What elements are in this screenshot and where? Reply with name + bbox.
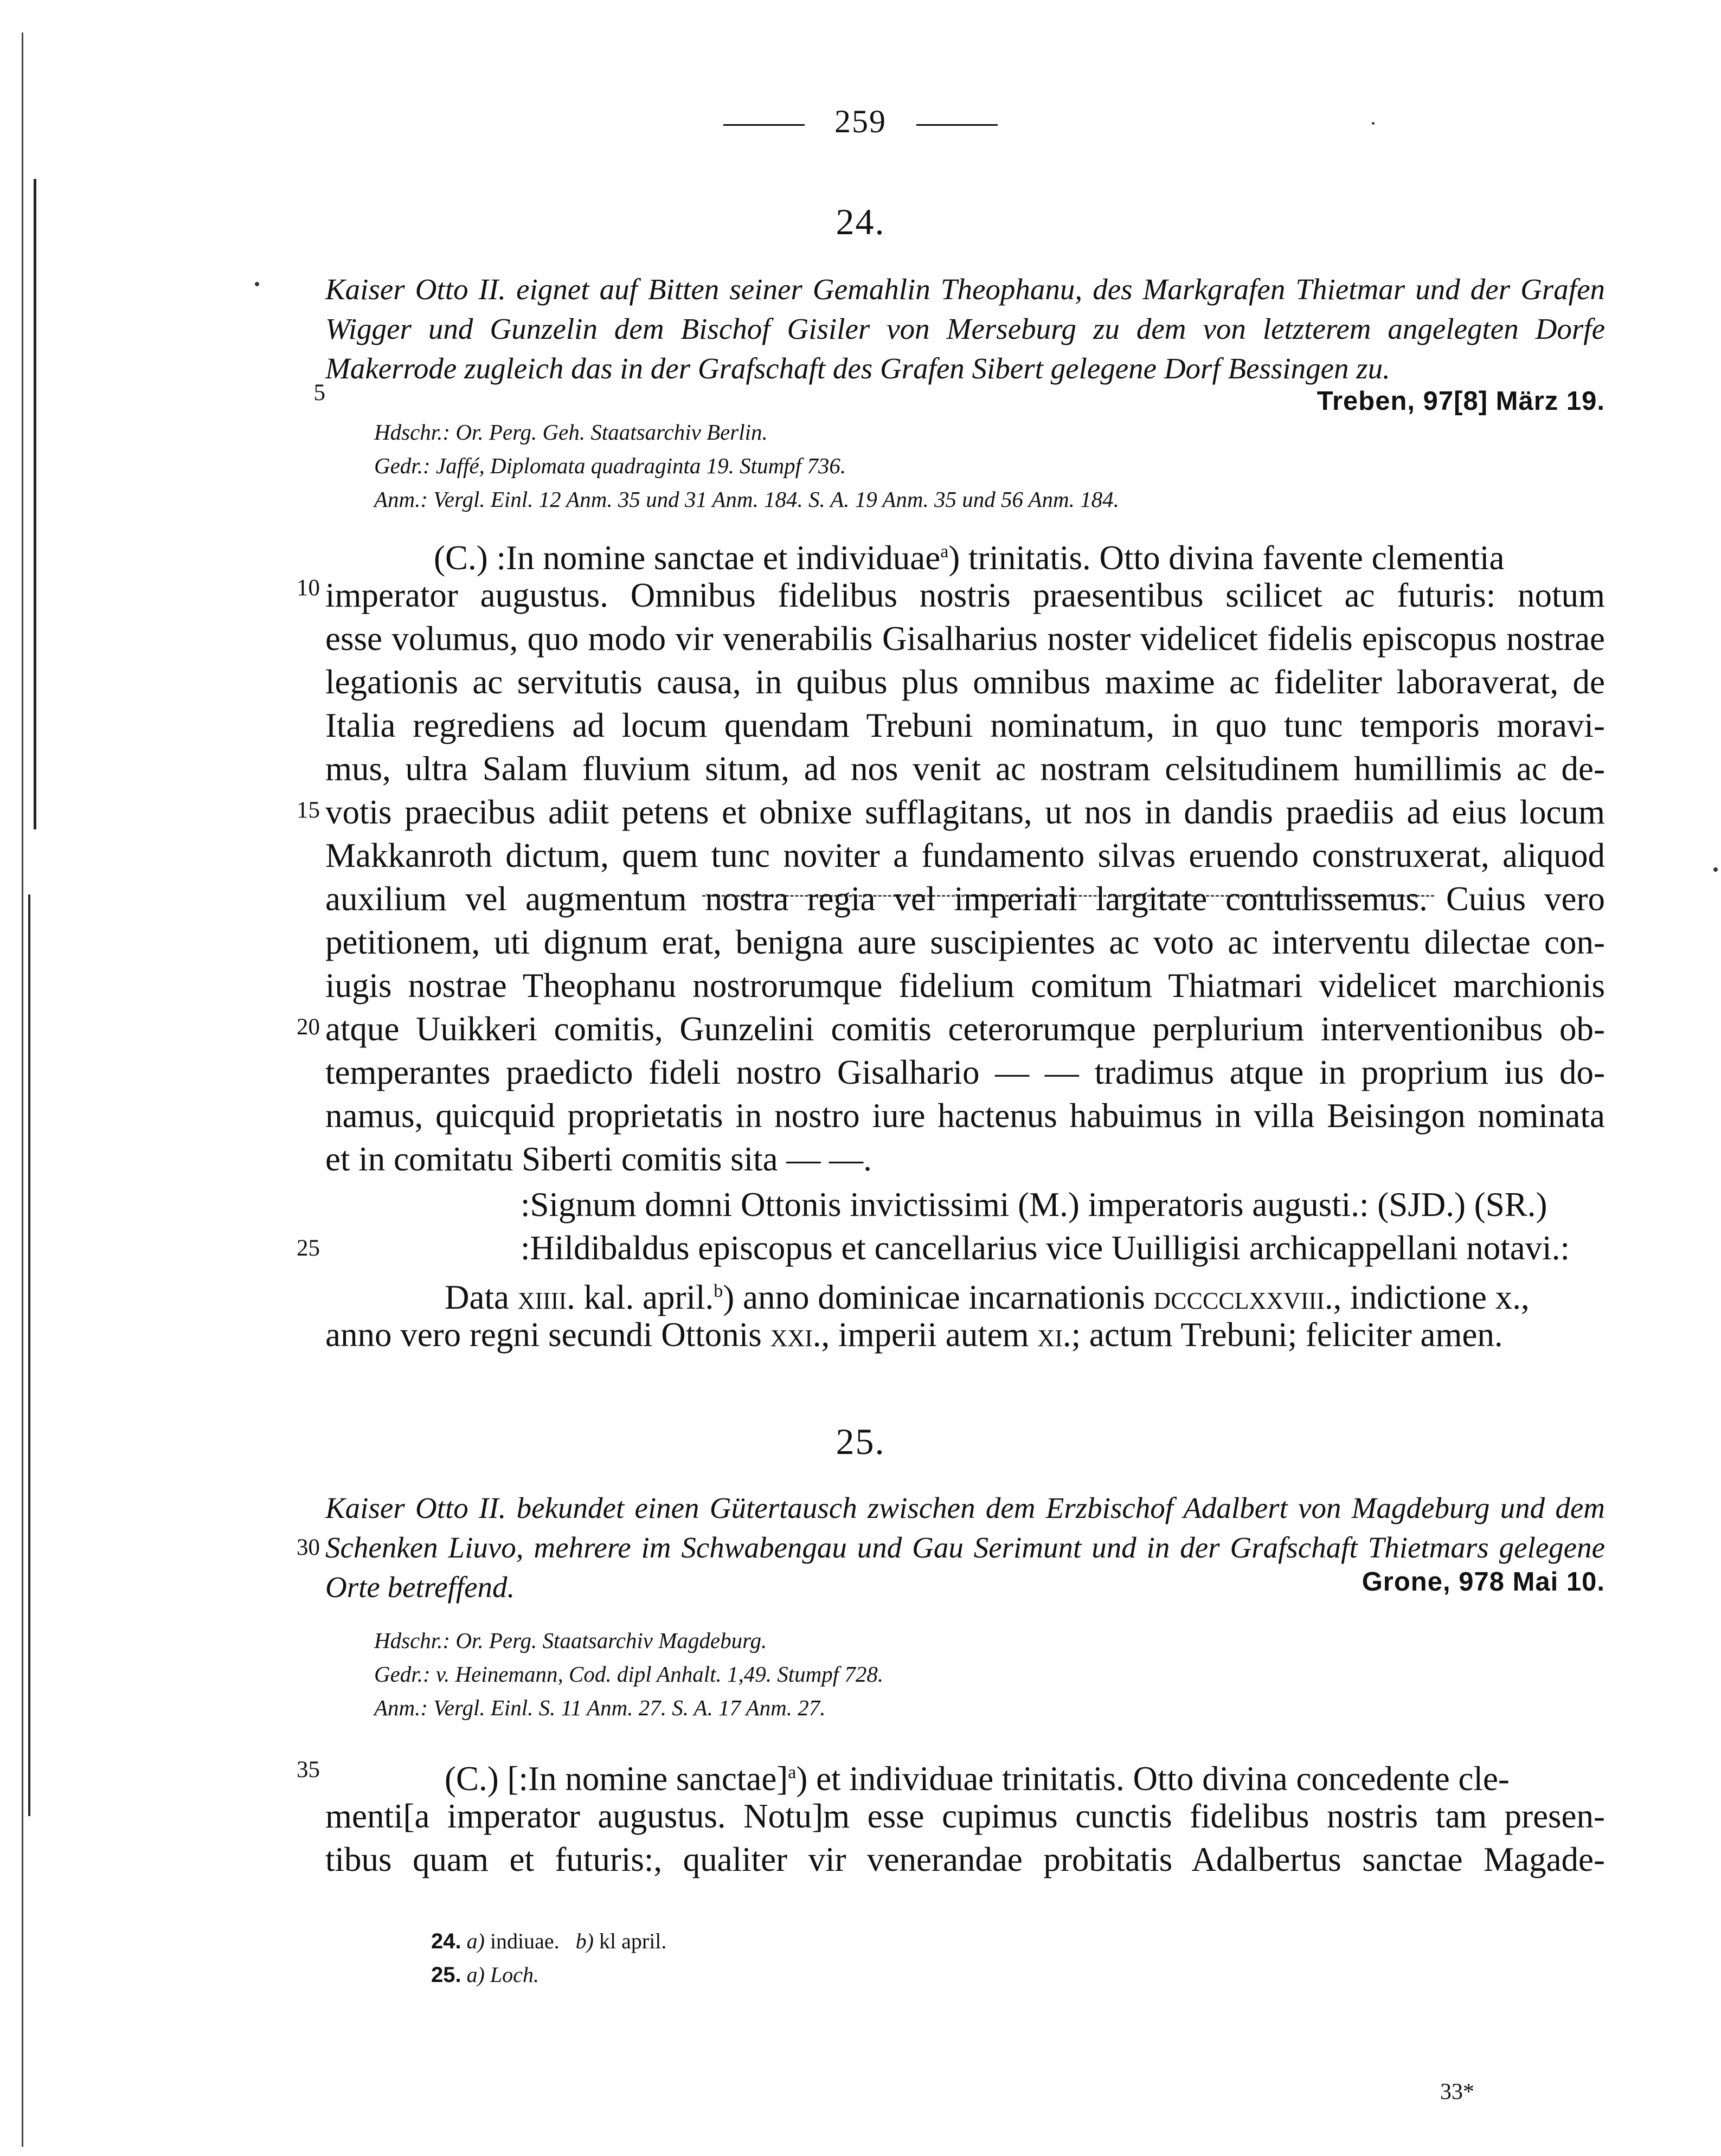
line-number-30: 30 xyxy=(297,1535,320,1560)
text-line: et in comitatu Siberti comitis sita — —. xyxy=(325,1140,872,1178)
text-line: menti[a imperator augustus. Notu]m esse cupimus cunctis fidelibus nostris tam presen- xyxy=(325,1797,1605,1835)
recognitio-line: :Hildibaldus episcopus et cancellarius vice Uuilligisi archicappellani notavi.: xyxy=(521,1229,1570,1267)
doc-24-number: 24. xyxy=(836,201,885,242)
text-line: petitionem, uti dignum erat, benigna aure suscipientes ac voto ac interventu dilectae con- xyxy=(325,923,1605,961)
text-line: namus, quicquid proprietatis in nostro iure hactenus habuimus in villa Beisingon nominata xyxy=(325,1097,1605,1135)
text-line: esse volumus, quo modo vir venerabilis Gisalharius noster videlicet fidelis episcopus nostrae xyxy=(325,620,1605,658)
footnote-25: 25. a) Loch. xyxy=(431,1962,539,1987)
doc-25-regest: Kaiser Otto II. bekundet einen Gütertausch zwischen dem Erzbischof Adalbert von Magdeburg und dem Schenken Liuvo, mehrere im Schwabengau und Gau Serimunt und in der Grafschaft Thietmars gelegene Orte betreffend. xyxy=(325,1491,1605,1604)
doc-24-place-date: Treben, 97[8] März 19. xyxy=(1317,387,1605,416)
text-line: (C.) [:In nomine sanctae]$^a$) et individuae trinitatis. Otto divina concedente cle- xyxy=(445,1760,1510,1798)
signum-line: :Signum domni Ottonis invictissimi (M.) imperatoris augusti.: (SJD.) (SR.) xyxy=(521,1186,1547,1224)
scan-edge-line xyxy=(34,179,36,829)
text-line: atque Uuikkeri comitis, Gunzelini comitis ceterorumque perplurium interventionibus ob- xyxy=(325,1010,1605,1048)
text-line: (C.) :In nomine sanctae et individuae$^a$) trinitatis. Otto divina favente clementia xyxy=(434,539,1505,577)
line-number-15: 15 xyxy=(297,797,320,823)
line-number-35: 35 xyxy=(297,1757,320,1782)
line-number-5: 5 xyxy=(313,380,325,406)
datum-line: Data xiiii. kal. april.$^b$) anno dominicae incarnationis dcccclxxviii., indictione x., xyxy=(445,1278,1530,1316)
header-rule-left xyxy=(723,124,805,126)
doc-24-apparatus xyxy=(374,415,1119,516)
scan-edge-line xyxy=(22,33,23,2147)
page-number: 259 xyxy=(834,104,887,139)
line-number-10: 10 xyxy=(297,575,320,601)
apparatus-printed: Gedr.: v. Heinemann, Cod. dipl Anhalt. 1,49. Stumpf 728. xyxy=(374,1662,884,1687)
footnotes xyxy=(431,1925,666,1992)
line-number-20: 20 xyxy=(297,1014,320,1040)
text-line: imperator augustus. Omnibus fidelibus nostris praesentibus scilicet ac futuris: notum xyxy=(325,576,1605,614)
text-line: iugis nostrae Theophanu nostrorumque fidelium comitum Thiatmari videlicet marchionis xyxy=(325,967,1605,1005)
scan-speck xyxy=(1713,867,1718,872)
text-line: legationis ac servitutis causa, in quibus plus omnibus maxime ac fideliter laboraverat, de xyxy=(325,663,1605,701)
footnote-24: 24. a) indiuae. b) kl april. xyxy=(431,1929,667,1953)
scan-edge-line xyxy=(28,894,30,1816)
text-line: auxilium vel augmentum nostra regia vel imperiali largitate contulissemus. Cuius vero xyxy=(325,880,1605,918)
scan-speck xyxy=(255,282,259,286)
apparatus-printed: Gedr.: Jaffé, Diplomata quadraginta 19. Stumpf 736. xyxy=(374,453,846,478)
text-line: Makkanroth dictum, quem tunc noviter a fundamento silvas eruendo construxerat, aliquod xyxy=(325,836,1605,874)
text-line: temperantes praedicto fideli nostro Gisalhario — — tradimus atque in proprium ius do- xyxy=(325,1053,1605,1091)
page-header xyxy=(0,103,1721,140)
doc-25-number: 25. xyxy=(836,1421,885,1462)
line-number-25: 25 xyxy=(297,1235,320,1261)
sheet-signature: 33* xyxy=(1440,2080,1474,2104)
apparatus-manuscript: Hdschr.: Or. Perg. Geh. Staatsarchiv Berlin. xyxy=(374,420,768,445)
doc-25-place-date: Grone, 978 Mai 10. xyxy=(1362,1567,1605,1597)
apparatus-notes: Anm.: Vergl. Einl. 12 Anm. 35 und 31 Anm. 184. S. A. 19 Anm. 35 und 56 Anm. 184. xyxy=(374,487,1119,512)
doc-25-apparatus xyxy=(374,1624,883,1724)
text-line: Italia regrediens ad locum quendam Trebuni nominatum, in quo tunc temporis moravi- xyxy=(325,706,1605,744)
text-line: mus, ultra Salam fluvium situm, ad nos venit ac nostram celsitudinem humillimis ac de- xyxy=(325,750,1605,788)
text-line: tibus quam et futuris:, qualiter vir venerandae probitatis Adalbertus sanctae Magade- xyxy=(325,1840,1605,1878)
datum-line: anno vero regni secundi Ottonis xxi., imperii autem xi.; actum Trebuni; feliciter amen. xyxy=(325,1316,1503,1354)
header-rule-right xyxy=(916,124,998,126)
apparatus-manuscript: Hdschr.: Or. Perg. Staatsarchiv Magdeburg. xyxy=(374,1628,767,1653)
doc-24-regest: Kaiser Otto II. eignet auf Bitten seiner Gemahlin Theophanu, des Markgrafen Thietmar und der Grafen Wigger und Gunzelin dem Bischof Gisiler von Merseburg zu dem von letzterem angelegten Dorfe Makerrode zugleich das in der Grafschaft des Grafen Sibert gelegene Dorf Bessingen zu. xyxy=(325,273,1605,385)
apparatus-notes: Anm.: Vergl. Einl. S. 11 Anm. 27. S. A. 17 Anm. 27. xyxy=(374,1695,826,1720)
text-line: votis praecibus adiit petens et obnixe sufflagitans, ut nos in dandis praediis ad eius locum xyxy=(325,793,1605,831)
